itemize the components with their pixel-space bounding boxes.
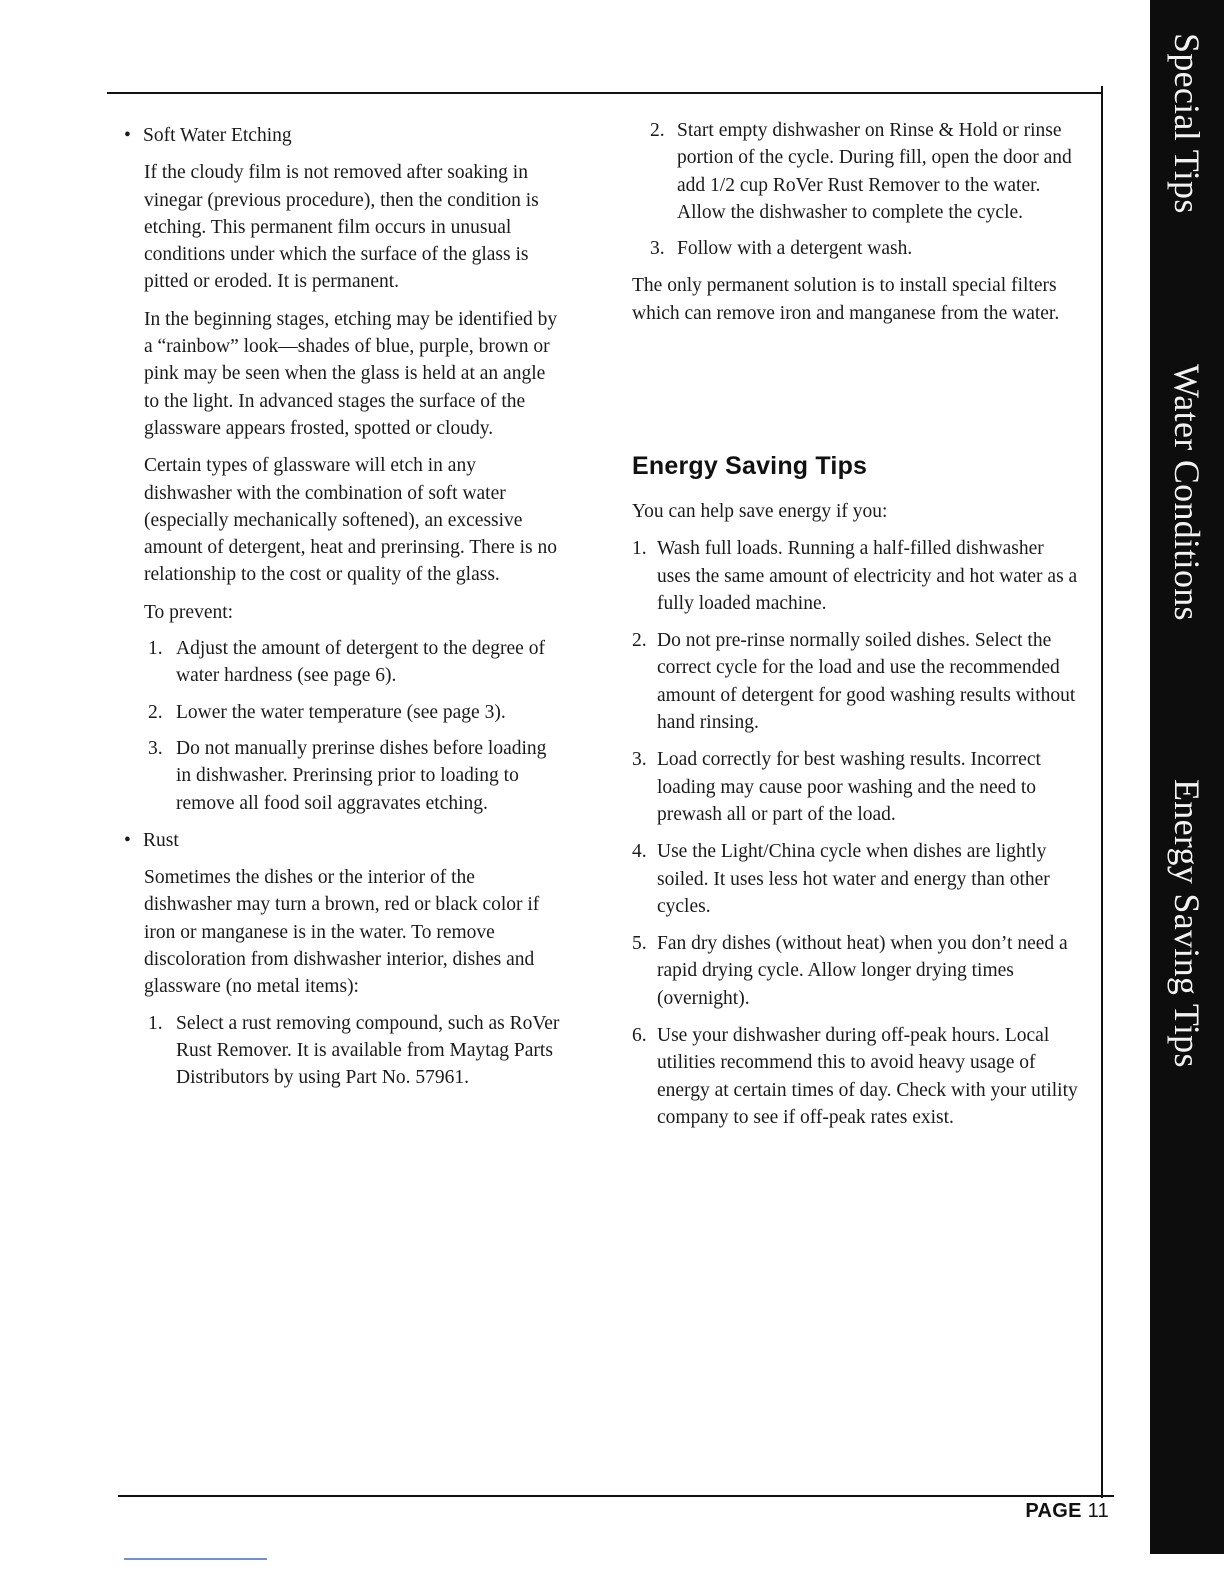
list-item: 2. Lower the water temperature (see page 3). — [148, 701, 506, 723]
tab-water-conditions: Water Conditions — [1167, 363, 1207, 621]
etching-paragraph-3: Certain types of glassware will etch in any dishwasher with the combination of soft water (especially mechanically softened), an excessive amount of detergent, heat and prerinsing. There is no relationship to the cost or quality of the glass. — [144, 455, 557, 586]
rust-heading: • Rust — [124, 827, 564, 854]
energy-saving-title: Energy Saving Tips — [632, 452, 868, 480]
list-item: 3. Do not manually prerinse dishes before loading in dishwasher. Prerinsing prior to loading to remove all food soil aggravates etching. — [148, 737, 547, 814]
right-column — [632, 117, 1078, 327]
left-column — [124, 122, 564, 1092]
list-item: 5. Fan dry dishes (without heat) when you don’t need a rapid drying cycle. Allow longer drying times (overnight). — [632, 933, 1068, 1009]
list-item: 2. Do not pre-rinse normally soiled dishes. Select the correct cycle for the load and use the recommended amount of detergent for good washing results without hand rinsing. — [632, 630, 1076, 734]
list-item: 2. Start empty dishwasher on Rinse & Hold or rinse portion of the cycle. During fill, open the door and add 1/2 cup RoVer Rust Remover to the water. Allow the dishwasher to complete the cycle. — [650, 120, 1072, 223]
list-item: 1. Wash full loads. Running a half-filled dishwasher uses the same amount of electricity and hot water as a fully loaded machine. — [632, 538, 1078, 614]
list-item: 3. Load correctly for best washing results. Incorrect loading may cause poor washing and the need to prewash all or part of the load. — [632, 749, 1041, 825]
bottom-rule — [118, 1495, 1114, 1497]
prevent-label: To prevent: — [144, 601, 234, 623]
rust-paragraph: Sometimes the dishes or the interior of the dishwasher may turn a brown, red or black color if iron or manganese is in the water. To remove discoloration from dishwasher interior, dishes and glassware (no metal items): — [144, 867, 540, 998]
etching-paragraph-2: In the beginning stages, etching may be identified by a “rainbow” look—shades of blue, purple, brown or pink may be seen when the glass is held at an angle to the light. In advanced stages the surface of the glassware appears frosted, spotted or cloudy. — [144, 308, 558, 439]
energy-tips — [632, 535, 1082, 1131]
right-rule — [1101, 86, 1103, 1498]
etching-heading: • Soft Water Etching — [124, 122, 564, 149]
tab-energy-saving-tips: Energy Saving Tips — [1167, 778, 1207, 1068]
list-item: 4. Use the Light/China cycle when dishes are lightly soiled. It uses less hot water and energy than other cycles. — [632, 841, 1050, 917]
list-item: 3. Follow with a detergent wash. — [650, 238, 913, 260]
bullet-icon: • — [124, 829, 131, 851]
rust-steps-right — [632, 117, 1078, 262]
prevent-steps — [124, 635, 564, 817]
bullet-icon: • — [124, 125, 131, 146]
tab-special-tips: Special Tips — [1167, 32, 1207, 214]
list-item: 1. Adjust the amount of detergent to the degree of water hardness (see page 6). — [148, 638, 545, 687]
scan-edge-line — [124, 1558, 267, 1560]
top-rule — [107, 92, 1103, 94]
energy-intro: You can help save energy if you: — [632, 501, 888, 522]
rust-solution: The only permanent solution is to install special filters which can remove iron and manganese from the water. — [632, 275, 1060, 324]
etching-paragraph-1: If the cloudy film is not removed after soaking in vinegar (previous procedure), then the condition is etching. This permanent film occurs in unusual conditions under which the surface of the glass is pitted or eroded. It is permanent. — [144, 162, 539, 293]
list-item: 1. Select a rust removing compound, such as RoVer Rust Remover. It is available from Maytag Parts Distributors by using Part No. 57961. — [148, 1012, 560, 1089]
list-item: 6. Use your dishwasher during off-peak hours. Local utilities recommend this to avoid heavy usage of energy at certain times of day. Check with your utility company to see if off-peak rates exist. — [632, 1025, 1078, 1128]
page-number: PAGE 11 — [1025, 1500, 1109, 1522]
energy-saving-section — [632, 498, 1082, 1131]
rust-steps-left — [124, 1010, 564, 1092]
section-sidebar — [1150, 0, 1224, 1554]
